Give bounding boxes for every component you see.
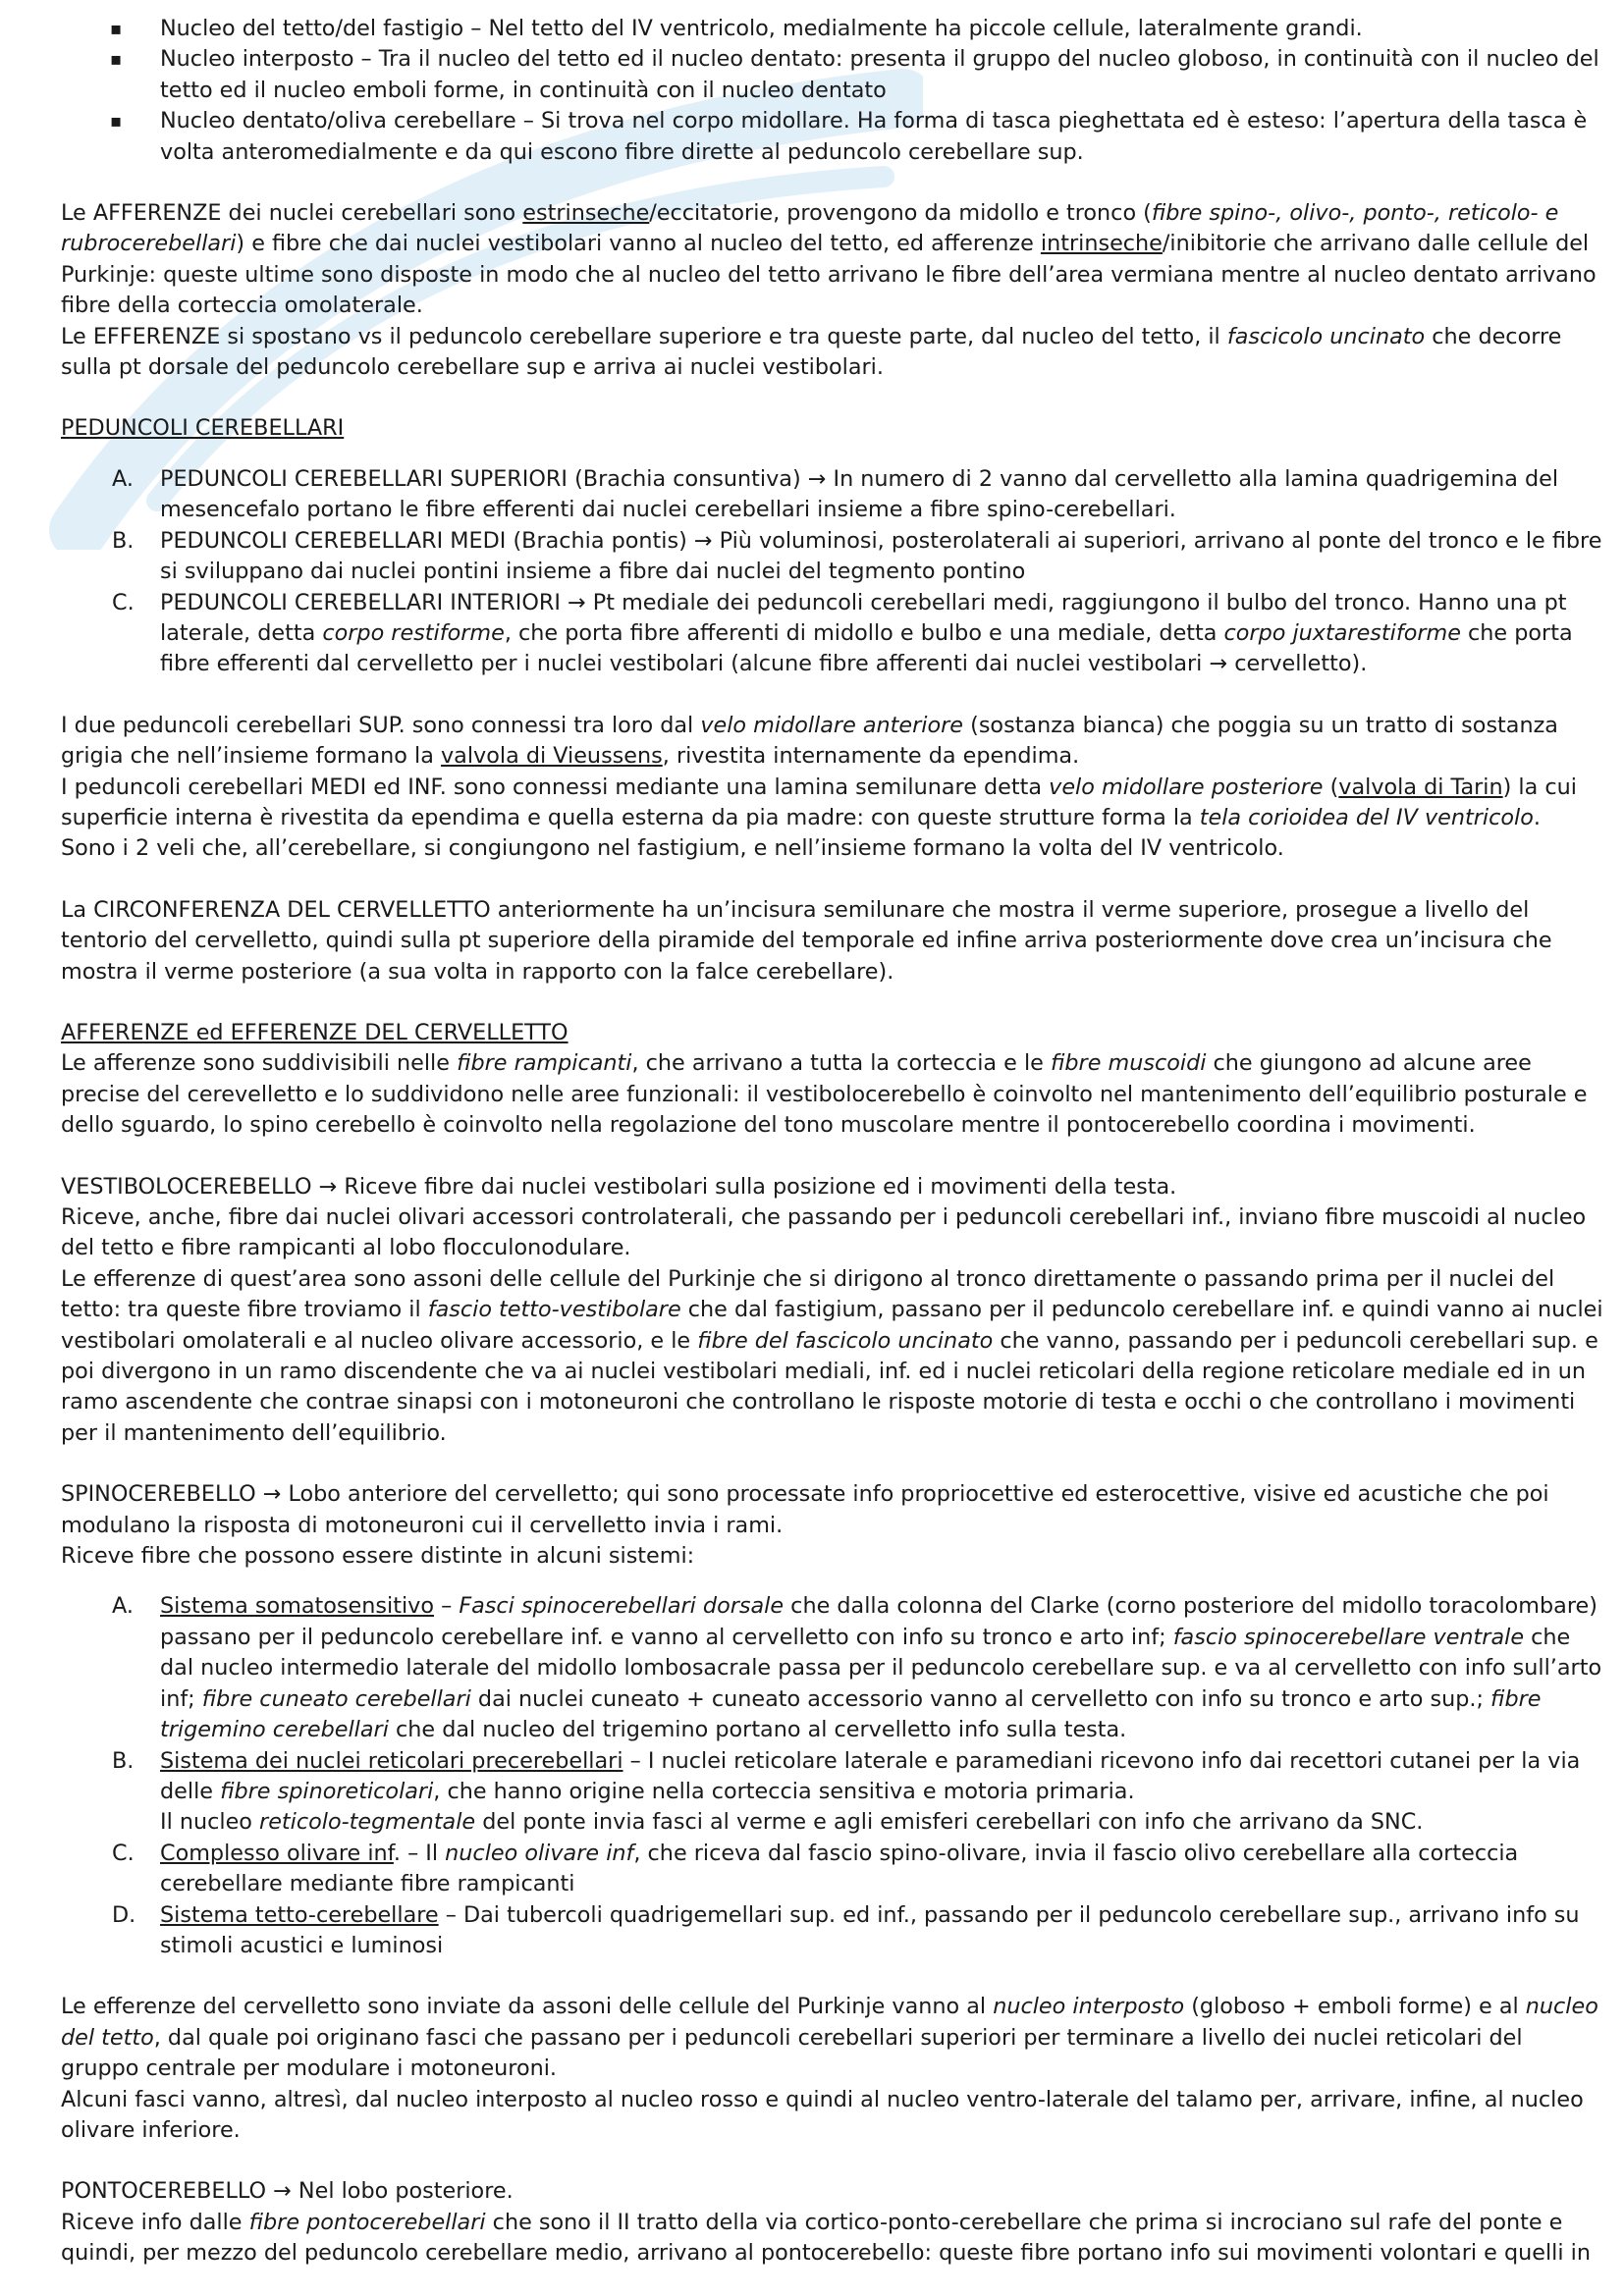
text: PEDUNCOLI CEREBELLARI MEDI (Brachia pontis) → Più voluminosi, posterolaterali ai superiori, arrivano al ponte del tronco e le fibre si sviluppano dai nuclei pontini insieme a fibre dai nuclei del tegmento pontino [160, 527, 1602, 585]
text: Le efferenze di quest’area sono assoni delle cellule del Purkinje che si dirigono al tronco direttamente o passando prima per il nuclei del tetto: tra queste fibre troviamo il [61, 1265, 1555, 1323]
text: , che riceva dal fascio spino-olivare, invia il fascio olivo cerebellare alla corteccia cerebellare mediante fibre rampicanti [160, 1840, 1519, 1897]
paragraph-afferenze [61, 198, 1607, 322]
text: che giungono ad alcune aree precise del cerevelletto e lo suddividono nelle aree funzionali: il vestibolocerebello è coinvolto nel mantenimento dell’equilibrio posturale e dello sguardo, lo spino cerebello è coinvolto nella regolazione del tono muscolare mentre il pontocerebello coordina i movimenti. [61, 1050, 1588, 1139]
text: , che porta fibre afferenti di midollo e bulbo e una mediale, detta [504, 619, 1224, 646]
paragraph-spino-1: SPINOCEREBELLO → Lobo anteriore del cervelletto; qui sono processate info propriocettive ed esterocettive, visive ed acustiche che poi modulano la risposta di motoneuroni cui il cervelletto invia i rami. [61, 1481, 1549, 1538]
list-marker: C. [112, 589, 135, 615]
italic-term: fibre muscoidi [1050, 1050, 1207, 1077]
text: che dal nucleo del trigemino portano al cervelletto info sulla testa. [388, 1717, 1127, 1743]
italic-term: fibre spino-, olivo-, ponto-, reticolo- e rubrocerebellari [61, 200, 1559, 257]
text: – [433, 1593, 460, 1620]
italic-term: nucleo interposto [993, 1994, 1185, 2020]
paragraph-veli-inf [61, 773, 1607, 834]
paragraph-circonferenza: La CIRCONFERENZA DEL CERVELLETTO anteriormente ha un’incisura semilunare che mostra il verme superiore, prosegue a livello del tentorio del cervelletto, quindi sulla pt superiore della piramide del temporale ed infine arriva posteriormente dove crea un’incisura che mostra il verme posteriore (a sua volta in rapporto con la falce cerebellare). [61, 896, 1552, 985]
underlined-term: Sistema dei nuclei reticolari precerebellari [160, 1747, 623, 1774]
text: , dal quale poi originano fasci che passano per i peduncoli cerebellari superiori per terminare a livello dei nuclei reticolari del gruppo centrale per modulare i motoneuroni. [61, 2024, 1523, 2082]
text: (sostanza bianca) che poggia su un tratto di sostanza grigia che nell’insieme formano la [61, 712, 1558, 770]
paragraph-veli-sup [61, 711, 1607, 773]
text: Le efferenze del cervelletto sono inviate da assoni delle cellule del Purkinje vanno al [61, 1994, 994, 2020]
underlined-term: intrinseche [1040, 231, 1163, 257]
italic-term: nucleo olivare inf [445, 1840, 634, 1866]
paragraph-veli-volta: Sono i 2 veli che, all’cerebellare, si congiungono nel fastigium, e nell’insieme formano la volta del IV ventricolo. [61, 835, 1284, 862]
text: che dal fastigium, passano per il peduncolo cerebellare inf. e quindi vanno ai nuclei vestibolari omolaterali e al nucleo olivare accessorio, e le [61, 1297, 1603, 1354]
paragraph-ponto-2 [61, 2208, 1607, 2269]
list-item [61, 464, 1607, 526]
italic-term: fibre rampicanti [457, 1050, 632, 1077]
paragraph-vestibolo-2: Riceve, anche, fibre dai nuclei olivari accessori controlaterali, che passando per i peduncoli cerebellari inf., inviano fibre muscoidi al nucleo del tetto e fibre rampicanti al lobo flocculonodulare. [61, 1204, 1587, 1261]
italic-term: fibre cuneato cerebellari [201, 1685, 471, 1712]
list-item: ▪ Nucleo del tetto/del fastigio – Nel tetto del IV ventricolo, medialmente ha piccole cellule, lateralmente grandi. [61, 14, 1607, 44]
underlined-term: valvola di Vieussens [440, 743, 663, 770]
text: Le AFFERENZE dei nuclei cerebellari sono [61, 200, 523, 227]
paragraph-vestibolo-3 [61, 1264, 1607, 1449]
paragraph-vestibolo-1: VESTIBOLOCEREBELLO → Riceve fibre dai nuclei vestibolari sulla posizione ed i movimenti della testa. [61, 1173, 1177, 1200]
nuclei-list [61, 14, 1607, 168]
text: che dalla colonna del Clarke (corno posteriore del midollo toracolombare) passano per il peduncolo cerebellare inf. e vanno al cervelletto con info su tronco e arto inf; [160, 1593, 1597, 1650]
section-heading-peduncoli [61, 413, 1607, 444]
list-item [61, 1591, 1607, 1745]
text: I peduncoli cerebellari MEDI ed INF. sono connessi mediante una lamina semilunare detta [61, 774, 1050, 800]
list-item [61, 1900, 1607, 1962]
italic-term: fascicolo uncinato [1226, 323, 1426, 349]
italic-term: velo midollare posteriore [1049, 774, 1324, 800]
list-marker: D. [112, 1901, 136, 1928]
italic-term: reticolo-tegmentale [259, 1809, 476, 1836]
text: /eccitatorie, provengono da midollo e tronco ( [649, 200, 1152, 227]
list-item [61, 1839, 1607, 1900]
text: del ponte invia fasci al verme e agli emisferi cerebellari con info che arrivano da SNC. [475, 1809, 1424, 1836]
italic-term: fascio tetto-vestibolare [427, 1297, 681, 1323]
text: che dal nucleo intermedio laterale del midollo lombosacrale passa per il peduncolo cerebellare sup. e va al cervelletto con info sull’arto inf; [160, 1624, 1602, 1712]
heading-text: PEDUNCOLI CEREBELLARI [61, 415, 345, 442]
text: Il nucleo [160, 1809, 260, 1836]
paragraph-efferenze-cervelletto [61, 1992, 1607, 2084]
text: . – Il [393, 1840, 446, 1866]
text: ) la cui superficie interna è rivestita da ependima e quella esterna da pia madre: con queste strutture forma la [61, 774, 1577, 830]
italic-term: corpo juxtarestiforme [1223, 619, 1461, 646]
paragraph-ponto-1: PONTOCEREBELLO → Nel lobo posteriore. [61, 2178, 514, 2205]
paragraph-spino-2: Riceve fibre che possono essere distinte in alcuni sistemi: [61, 1543, 695, 1570]
text: ) e fibre che dai nuclei vestibolari vanno al nucleo del tetto, ed afferenze [236, 231, 1041, 257]
underlined-term: Sistema tetto-cerebellare [160, 1901, 439, 1928]
underlined-term: Sistema somatosensitivo [160, 1593, 434, 1620]
italic-term: fibre del fascicolo uncinato [697, 1327, 994, 1354]
heading-text: AFFERENZE ed EFFERENZE DEL CERVELLETTO [61, 1019, 568, 1045]
text: (globoso + emboli forme) e al [1184, 1994, 1526, 2020]
text: dai nuclei cuneato + cuneato accessorio vanno al cervelletto con info su tronco e arto sup.; [470, 1685, 1491, 1712]
text: che porta fibre efferenti dal cervelletto per i nuclei vestibolari (alcune fibre afferenti dai nuclei vestibolari → cervelletto). [160, 619, 1573, 677]
text: ( [1323, 774, 1339, 800]
list-marker: B. [112, 527, 135, 554]
italic-term: tela corioidea del IV ventricolo [1199, 804, 1534, 830]
text: che sono il II tratto della via cortico-ponto-cerebellare che prima si incrociano sul rafe del ponte e quindi, per mezzo del peduncolo cerebellare medio, arrivano al pontocerebello: queste fibre portano info sui movimenti volontari e quelli in [61, 2209, 1591, 2267]
italic-term: fibre trigemino cerebellari [160, 1685, 1542, 1743]
text: – Dai tubercoli quadrigemellari sup. ed inf., passando per il peduncolo cerebellare sup., arrivano info su stimoli acustici e luminosi [160, 1901, 1580, 1958]
text: , che arrivano a tutta la corteccia e le [631, 1050, 1051, 1077]
underlined-term: Complesso olivare inf [160, 1840, 394, 1866]
text: I due peduncoli cerebellari SUP. sono connessi tra loro dal [61, 712, 701, 738]
text: – I nuclei reticolare laterale e paramediani ricevono info dai recettori cutanei per la via delle [160, 1747, 1581, 1804]
italic-term: fibre spinoreticolari [220, 1778, 434, 1804]
paragraph-efferenze-talamo: Alcuni fasci vanno, altresì, dal nucleo interposto al nucleo rosso e quindi al nucleo ventro-laterale del talamo per, arrivare, infine, al nucleo olivare inferiore. [61, 2086, 1584, 2143]
sistemi-list [61, 1591, 1607, 1961]
text: , che hanno origine nella corteccia sensitiva e motoria primaria. [433, 1778, 1135, 1804]
underlined-term: valvola di Tarin [1338, 774, 1503, 800]
paragraph-afferenze-cervelletto [61, 1048, 1607, 1141]
list-marker: A. [112, 465, 134, 492]
document-page [61, 14, 1607, 2269]
text: PEDUNCOLI CEREBELLARI INTERIORI → Pt mediale dei peduncoli cerebellari medi, raggiungono il bulbo del tronco. Hanno una pt laterale, detta [160, 589, 1567, 646]
italic-term: Fasci spinocerebellari dorsale [459, 1593, 785, 1620]
text: che decorre sulla pt dorsale del peduncolo cerebellare sup e arriva ai nuclei vestibolari. [61, 323, 1562, 381]
text: /inibitorie che arrivano dalle cellule del Purkinje: queste ultime sono disposte in modo che al nucleo del tetto arrivano le fibre dell’area vermiana mentre al nucleo dentato arrivano fibre della corteccia omolaterale. [61, 231, 1597, 319]
italic-term: fascio spinocerebellare ventrale [1172, 1624, 1525, 1650]
text: Le afferenze sono suddivisibili nelle [61, 1050, 458, 1077]
list-item [61, 1746, 1607, 1839]
italic-term: corpo restiforme [322, 619, 505, 646]
text: Riceve info dalle [61, 2209, 249, 2235]
list-marker: B. [112, 1747, 135, 1774]
text: Le EFFERENZE si spostano vs il peduncolo cerebellare superiore e tra queste parte, dal nucleo del tetto, il [61, 323, 1227, 349]
list-item [61, 526, 1607, 588]
list-marker: A. [112, 1593, 134, 1620]
list-item: ▪ Nucleo dentato/oliva cerebellare – Si trova nel corpo midollare. Ha forma di tasca pieghettata ed è esteso: l’apertura della tasca è volta anteromedialmente e da qui escono fibre dirette al peduncolo cerebellare sup. [61, 106, 1607, 168]
italic-term: velo midollare anteriore [700, 712, 964, 738]
section-heading-afferenze-efferenze [61, 1018, 1607, 1048]
italic-term: nucleo del tetto [61, 1994, 1598, 2051]
paragraph-efferenze [61, 322, 1607, 384]
text: PEDUNCOLI CEREBELLARI SUPERIORI (Brachia consuntiva) → In numero di 2 vanno dal cervelletto alla lamina quadrigemina del mesencefalo portano le fibre efferenti dai nuclei cerebellari insieme a fibre spino-cerebellari. [160, 465, 1559, 523]
peduncoli-list [61, 464, 1607, 680]
list-item [61, 588, 1607, 680]
list-marker: C. [112, 1840, 135, 1866]
italic-term: fibre pontocerebellari [248, 2209, 486, 2235]
list-item: ▪ Nucleo interposto – Tra il nucleo del tetto ed il nucleo dentato: presenta il gruppo del nucleo globoso, in continuità con il nucleo del tetto ed il nucleo emboli forme, in continuità con il nucleo dentato [61, 44, 1607, 106]
text: , rivestita internamente da ependima. [662, 743, 1080, 770]
text: . [1533, 804, 1541, 830]
text: che vanno, passando per i peduncoli cerebellari sup. e poi divergono in un ramo discendente che va ai nuclei vestibolari mediali, inf. ed i nuclei reticolari della regione reticolare mediale ed in un ramo ascendente che contrae sinapsi con i motoneuroni che controllano le risposte motorie di testa e occhi o che controllano i movimenti per il mantenimento dell’equilibrio. [61, 1327, 1598, 1446]
underlined-term: estrinseche [522, 200, 650, 227]
